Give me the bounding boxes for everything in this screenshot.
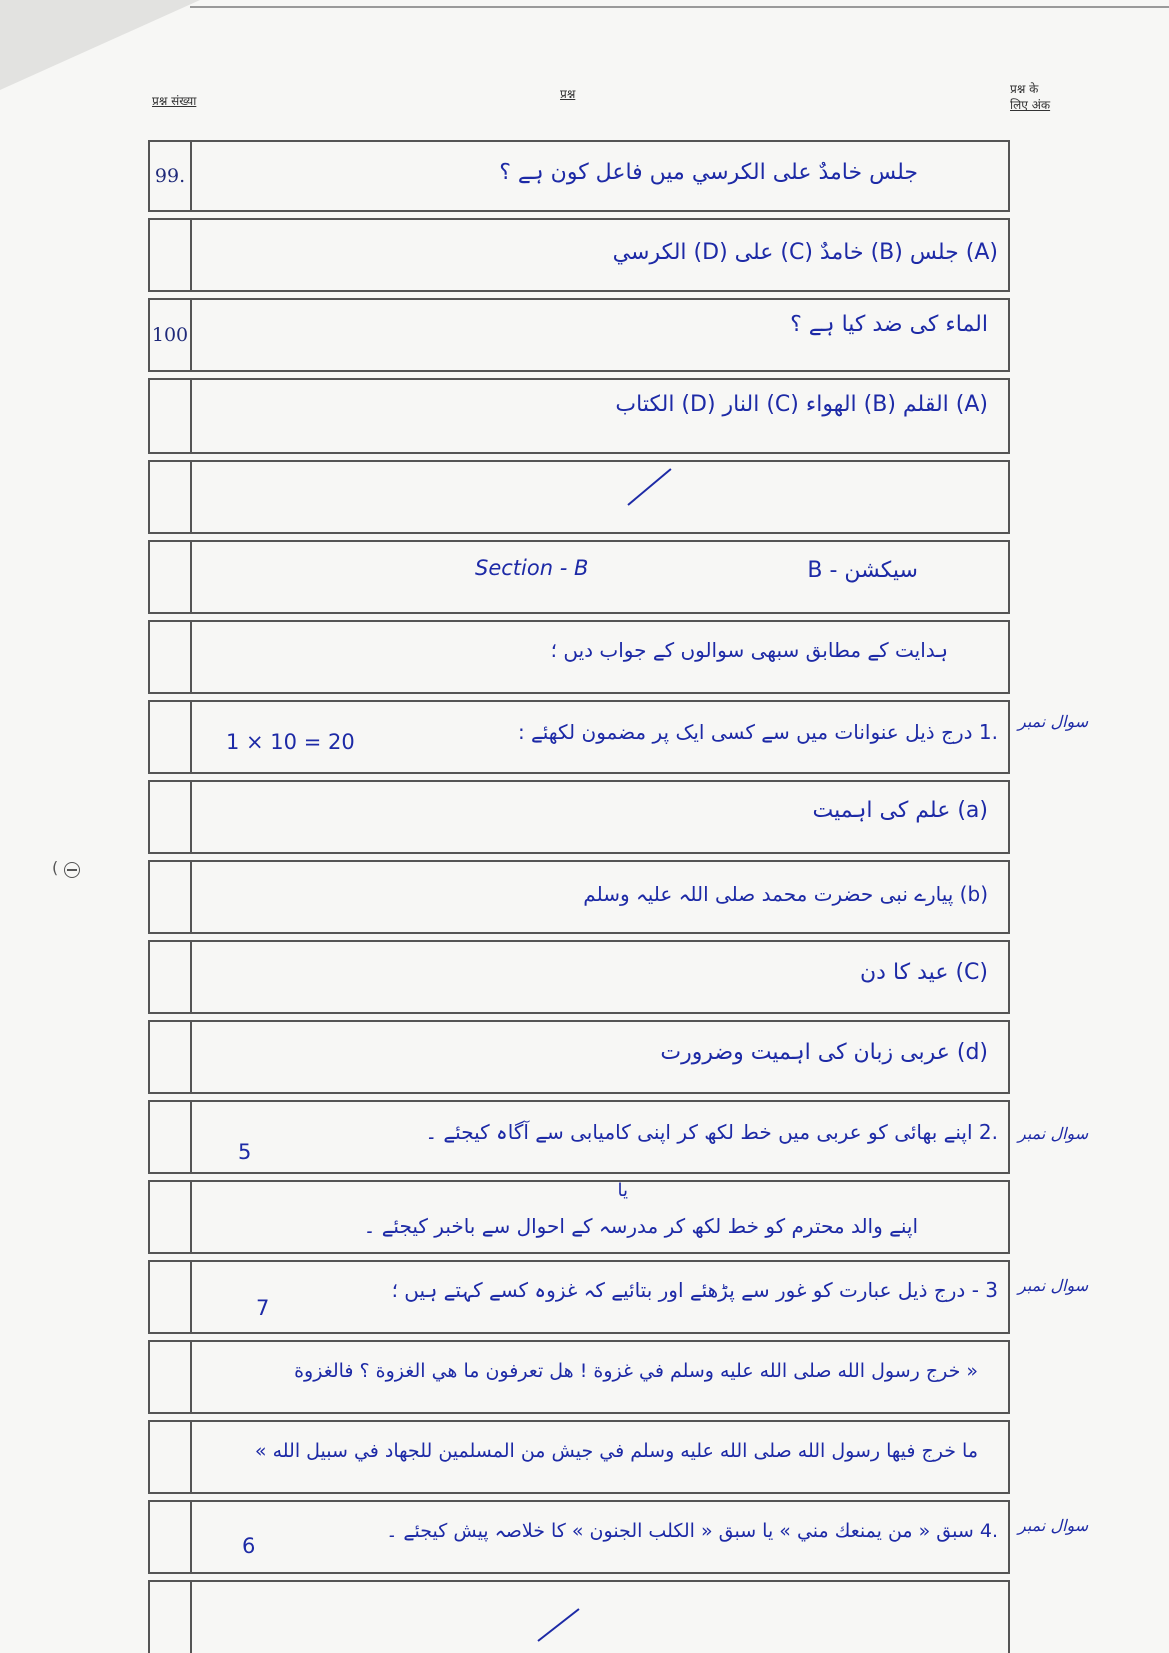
question-number xyxy=(150,380,192,452)
answer-row xyxy=(148,460,1010,534)
margin-question-label: سوال نمبر xyxy=(1018,1124,1089,1143)
punch-hole-icon xyxy=(64,862,80,878)
handwritten-answer: الماء کی ضد کیا ہے ؟ xyxy=(790,312,988,337)
question-number xyxy=(150,1502,192,1572)
question-number xyxy=(150,542,192,612)
question-number: 100 xyxy=(150,300,192,370)
marks-value: 6 xyxy=(242,1534,256,1558)
question-number xyxy=(150,462,192,532)
margin-question-label: سوال نمبر xyxy=(1018,1276,1089,1295)
question-number: 99. xyxy=(150,142,192,210)
handwritten-answer: ما خرج فيها رسول الله صلى الله عليه وسلم في جيش من المسلمين للجهاد في سبيل الله » xyxy=(254,1440,978,1462)
question-number-column-header: प्रश्न संख्या xyxy=(152,94,197,108)
handwritten-answer: (C) عید کا دن xyxy=(860,960,988,985)
scan-edge-line xyxy=(190,6,1169,8)
punch-hole-mark: ( xyxy=(52,858,59,877)
marks-value: 7 xyxy=(256,1296,270,1320)
handwritten-answer: اپنے والد محترم کو خط لکھ کر مدرسہ کے احوال سے باخبر کیجئے ۔ xyxy=(363,1214,918,1238)
answer-row xyxy=(148,780,1010,854)
question-number xyxy=(150,942,192,1012)
marks-header-line2: लिए अंक xyxy=(1010,98,1051,112)
answer-row xyxy=(148,620,1010,694)
strike-slash xyxy=(537,1608,579,1642)
question-number xyxy=(150,702,192,772)
answer-row xyxy=(148,1260,1010,1334)
question-number xyxy=(150,1422,192,1492)
question-number xyxy=(150,862,192,932)
answer-row xyxy=(148,140,1010,212)
answer-row xyxy=(148,378,1010,454)
handwritten-answer: .2 اپنے بھائی کو عربی میں خط لکھ کر اپنی کامیابی سے آگاہ کیجئے ۔ xyxy=(425,1120,998,1144)
question-number xyxy=(150,220,192,290)
handwritten-answer: « خرج رسول الله صلى الله عليه وسلم في غزوة ! هل تعرفون ما هي الغزوة ؟ فالغزوة xyxy=(294,1360,978,1382)
answer-row xyxy=(148,218,1010,292)
scan-fold-corner xyxy=(0,0,200,90)
question-number xyxy=(150,1022,192,1092)
marks-value: 5 xyxy=(238,1140,252,1164)
handwritten-answer: (a) علم کی اہمیت xyxy=(812,798,988,823)
handwritten-answer: (A) جلس (B) خامدٌ (C) على (D) الكرسي xyxy=(612,240,998,265)
section-label-urdu: سیکشن - B xyxy=(807,558,918,583)
answer-row xyxy=(148,860,1010,934)
handwritten-answer: (A) القلم (B) الهواء (C) النار (D) الكتاب xyxy=(615,392,988,417)
handwritten-answer: 3 - درج ذیل عبارت کو غور سے پڑھئے اور بتائیے کہ غزوہ کسے کہتے ہیں ؛ xyxy=(391,1278,998,1302)
answer-row xyxy=(148,540,1010,614)
answer-row xyxy=(148,700,1010,774)
marks-column-header xyxy=(1010,81,1080,113)
marks-value: 1 × 10 = 20 xyxy=(226,730,355,754)
question-number xyxy=(150,1582,192,1653)
question-number xyxy=(150,782,192,852)
handwritten-or: یا xyxy=(617,1180,628,1201)
question-number xyxy=(150,1182,192,1252)
handwritten-answer: جلس خامدٌ على الكرسي میں فاعل کون ہے ؟ xyxy=(499,160,918,185)
question-column-header: प्रश्न xyxy=(560,87,576,101)
margin-question-label: سوال نمبر xyxy=(1018,712,1089,731)
section-label-english: Section - B xyxy=(475,556,589,580)
answer-row xyxy=(148,1420,1010,1494)
question-number xyxy=(150,622,192,692)
handwritten-answer: ہدایت کے مطابق سبھی سوالوں کے جواب دیں ؛ xyxy=(550,638,948,662)
question-number xyxy=(150,1262,192,1332)
handwritten-answer: (d) عربی زبان کی اہمیت وضرورت xyxy=(660,1040,988,1065)
question-number xyxy=(150,1342,192,1412)
answer-row xyxy=(148,1180,1010,1254)
handwritten-answer: .1 درج ذیل عنوانات میں سے کسی ایک پر مضمون لکھئے : xyxy=(517,720,998,744)
handwritten-answer: (b) پیارے نبی حضرت محمد صلی اللہ علیہ وسلم xyxy=(583,882,988,906)
answer-row xyxy=(148,1100,1010,1174)
margin-question-label: سوال نمبر xyxy=(1018,1516,1089,1535)
answer-row xyxy=(148,1340,1010,1414)
answer-row xyxy=(148,940,1010,1014)
answer-row xyxy=(148,1580,1010,1653)
marks-header-line1: प्रश्न के xyxy=(1010,82,1039,96)
handwritten-answer: .4 سبق « من يمنعك مني » يا سبق « الكلب الجنون » کا خلاصہ پیش کیجئے ۔ xyxy=(386,1520,998,1542)
strike-slash xyxy=(627,468,671,506)
answer-row xyxy=(148,1500,1010,1574)
answer-row xyxy=(148,298,1010,372)
answer-row xyxy=(148,1020,1010,1094)
question-number xyxy=(150,1102,192,1172)
